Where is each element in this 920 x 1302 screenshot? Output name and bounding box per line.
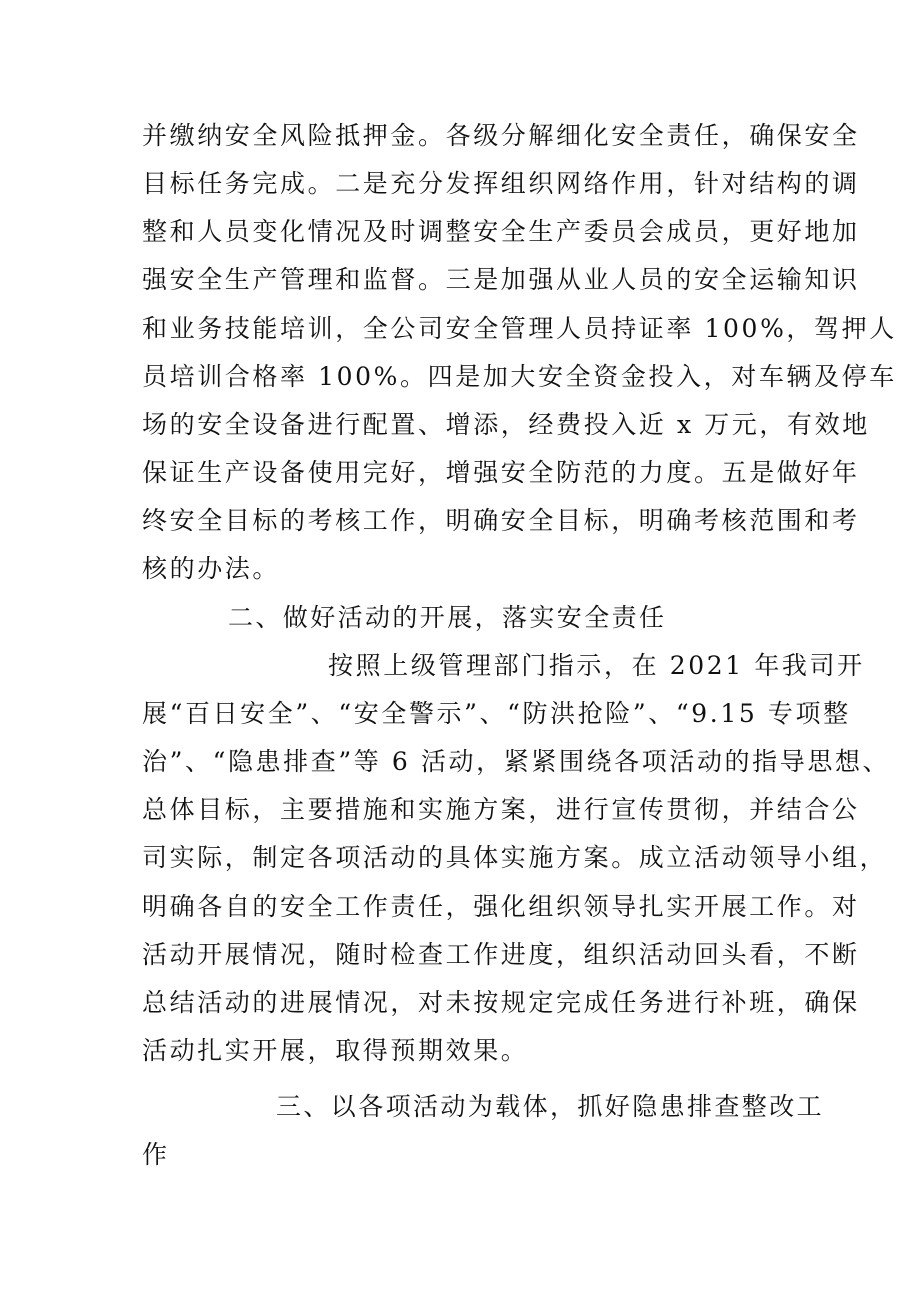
body-text-line: 整和人员变化情况及时调整安全生产委员会成员，更好地加	[142, 217, 860, 246]
section-heading-2: 二、做好活动的开展，落实安全责任	[228, 603, 667, 632]
body-text-line: 员培训合格率 100%。四是加大安全资金投入，对车辆及停车	[142, 362, 897, 391]
section-heading-3-continuation: 作	[142, 1140, 170, 1169]
section-heading-3: 三、以各项活动为载体，抓好隐患排查整改工	[276, 1092, 825, 1121]
body-text-line: 目标任务完成。二是充分发挥组织网络作用，针对结构的调	[142, 169, 860, 198]
body-text-line: 活动开展情况，随时检查工作进度，组织活动回头看，不断	[142, 940, 860, 969]
body-text-line: 治”、“隐患排查”等 6 活动，紧紧围绕各项活动的指导思想、	[142, 747, 891, 776]
body-text-line: 保证生产设备使用完好，增强安全防范的力度。五是做好年	[142, 458, 860, 487]
body-text-line: 和业务技能培训，全公司安全管理人员持证率 100%，驾押人	[142, 314, 897, 343]
body-text-line: 核的办法。	[142, 554, 281, 583]
body-text-line: 按照上级管理部门指示，在 2021 年我司开	[328, 651, 865, 680]
body-text-line: 明确各自的安全工作责任，强化组织领导扎实开展工作。对	[142, 892, 860, 921]
body-text-line: 强安全生产管理和监督。三是加强从业人员的安全运输知识	[142, 265, 860, 294]
body-text-line: 展“百日安全”、“安全警示”、“防洪抢险”、“9.15 专项整	[142, 699, 851, 728]
body-text-line: 司实际，制定各项活动的具体实施方案。成立活动领导小组，	[142, 843, 888, 872]
body-text-line: 活动扎实开展，取得预期效果。	[142, 1036, 529, 1065]
body-text-line: 总体目标，主要措施和实施方案，进行宣传贯彻，并结合公	[142, 795, 860, 824]
body-text-line: 总结活动的进展情况，对未按规定完成任务进行补班，确保	[142, 988, 860, 1017]
body-text-line: 并缴纳安全风险抵押金。各级分解细化安全责任，确保安全	[142, 121, 860, 150]
body-text-line: 场的安全设备进行配置、增添，经费投入近 x 万元，有效地	[142, 410, 870, 439]
body-text-line: 终安全目标的考核工作，明确安全目标，明确考核范围和考	[142, 506, 860, 535]
